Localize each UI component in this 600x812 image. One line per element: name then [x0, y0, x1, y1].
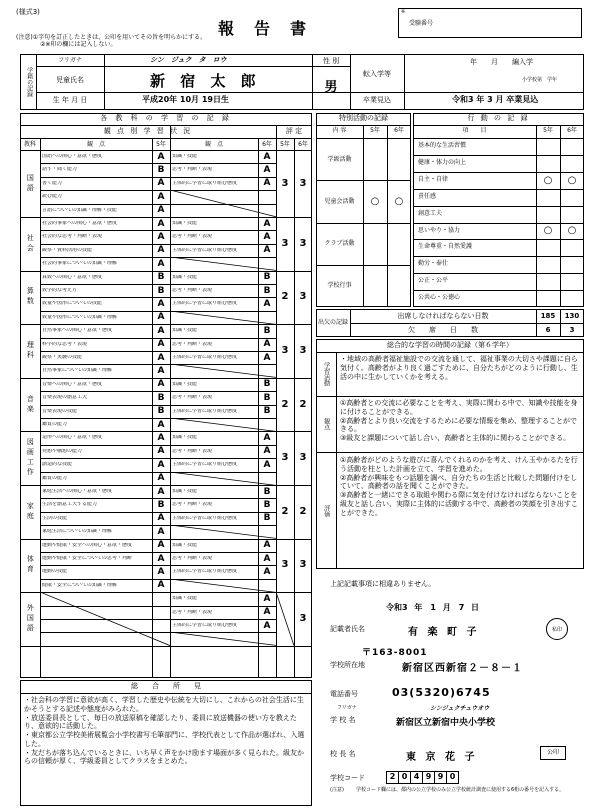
kanten-5-label: 科学的な思考・表現 — [42, 341, 88, 347]
subject-name: 外国語 — [26, 603, 35, 634]
empty-diagonal — [170, 632, 276, 645]
grade-5-value: A — [157, 191, 165, 202]
behavior-g6-mark: ○ — [567, 174, 577, 186]
kanten-6-label: 思考・判断・表現 — [172, 167, 213, 173]
grade-5-value: A — [157, 580, 165, 591]
dob-label: 生 年 月 日 — [52, 96, 88, 104]
grade-6-value: A — [263, 593, 271, 604]
diagonal-line — [170, 525, 276, 538]
school-code-digit: 0 — [446, 771, 459, 784]
absence-label: 欠 席 日 数 — [408, 326, 478, 334]
kanten-6-label: 知識・技能 — [172, 596, 198, 602]
school-name-label: 学 校 名 — [330, 716, 356, 724]
grade-6-value: A — [263, 245, 271, 256]
grade-5-value: A — [157, 245, 165, 256]
remarks-title: 総 合 所 見 — [131, 682, 201, 690]
grade-6-value: A — [263, 178, 271, 189]
behavior-g5-mark: ○ — [543, 225, 553, 237]
rating-empty-diagonal — [276, 592, 294, 646]
kanten-5-label: 算数への関心・意欲・態度 — [42, 274, 103, 280]
behavior-row-label: 勤労・奉仕 — [418, 260, 449, 268]
school-code-digit: 0 — [398, 771, 411, 784]
diagonal-line — [40, 592, 170, 646]
kanten-5-label: 音楽への関心・意欲・態度 — [42, 381, 103, 387]
note-1: ①字句を訂正したときは、公印を用いてその旨を明らかにする。 — [32, 34, 207, 41]
grade-5-value: A — [157, 218, 165, 229]
special-naiyo-header: 内 容 — [332, 127, 347, 134]
kyoka-header: 教科 — [23, 141, 36, 148]
school-furigana-label: フリガナ — [337, 705, 357, 711]
grade-5-value: B — [157, 406, 165, 417]
transfer-small: 小学校第 学年 — [522, 77, 558, 83]
behavior-g5-mark: ○ — [543, 174, 553, 186]
kanten-status-header: 観 点 別 学 習 状 況 — [103, 127, 193, 135]
kanten-6-label: 知識・技能 — [172, 435, 198, 441]
activity-label: 学習活動 — [322, 362, 330, 386]
special-g6-mark: ○ — [394, 195, 404, 207]
kanten-5-label: 家庭生活についての知識・理解 — [42, 529, 112, 535]
kanten-5-label: 社会的事象についての知識・理解 — [42, 261, 117, 267]
kanten-6-label: 知識・技能 — [172, 328, 198, 334]
grade-5-value: B — [157, 272, 165, 283]
grade-5-value: B — [157, 285, 165, 296]
sex: 男 — [324, 80, 338, 95]
transfer-label: 転入学等 — [363, 70, 391, 78]
kanten-5-label: 生活を創意工夫する能力 — [42, 502, 98, 508]
behavior-g6-header: 6年 — [567, 127, 577, 134]
address-label: 学校所在地 — [330, 661, 365, 669]
behavior-row-label: 創意工夫 — [418, 209, 443, 217]
grade-6-value: A — [263, 151, 271, 162]
special-g5-mark: ○ — [370, 195, 380, 207]
grade-5-value: A — [157, 566, 165, 577]
behavior-g5-header: 5年 — [543, 127, 553, 134]
subject-name: 音楽 — [26, 394, 35, 415]
grade-6-value: A — [263, 298, 271, 309]
subject-name: 社会 — [26, 233, 35, 254]
behavior-g5-mark — [536, 206, 560, 223]
empty-diagonal — [170, 525, 276, 538]
kanten-5-label: 発想や構想の能力 — [42, 448, 83, 454]
special-g6-mark — [387, 223, 411, 265]
student-name-label: 児童氏名 — [56, 76, 84, 84]
grade-5-value: A — [157, 205, 165, 216]
rating-g5: 3 — [281, 237, 289, 249]
kanten-6-label: 主体的に学習に取り組む態度 — [172, 462, 238, 468]
special-row-label: 学校行事 — [327, 282, 352, 290]
principal-label: 校 長 名 — [330, 750, 356, 758]
behavior-g5-mark — [536, 256, 560, 273]
grade-5-value: A — [157, 178, 165, 189]
tel-number: 03(5320)6745 — [392, 686, 491, 699]
grade-5-value: A — [157, 486, 165, 497]
grade-5-value: A — [157, 339, 165, 350]
kanten-6-label: 知識・技能 — [172, 489, 198, 494]
behavior-g5-mark — [536, 239, 560, 256]
school-code-digit: 4 — [410, 771, 423, 784]
kanten-5-label: 鑑賞の能力 — [42, 422, 68, 427]
receipt-label: 受験番号 — [409, 20, 434, 27]
grade-6-value: B — [263, 486, 271, 497]
attendance-label: 出欠の記録 — [317, 319, 348, 327]
kanten-6-label: 主体的に学習に取り組む態度 — [172, 515, 238, 521]
kanten-6-label: 思考・判断・表現 — [172, 556, 213, 561]
cert-statement: 上記記載事項に相違ありません。 — [330, 580, 436, 588]
behavior-g6-mark — [560, 206, 584, 223]
special-g5-header: 5年 — [370, 127, 380, 134]
behavior-row-label: 公共心・公徳心 — [418, 294, 461, 302]
diagonal-line — [170, 472, 276, 485]
behavior-g5-mark — [536, 189, 560, 206]
attendance-required-g6: 130 — [564, 312, 580, 320]
evaluation-label: 評価 — [322, 504, 330, 517]
behavior-row-label: 思いやり・協力 — [418, 226, 461, 234]
dob: 平成20年 10月 19日生 — [142, 95, 229, 104]
grade-6-value: B — [263, 499, 271, 510]
grade-5-value: A — [157, 446, 165, 457]
behavior-g6-mark — [560, 290, 584, 307]
rating-g5: 2 — [281, 291, 289, 303]
grade-6-value: B — [263, 513, 271, 524]
empty-diagonal — [170, 190, 276, 217]
writer-name: 有 楽 町 子 — [408, 627, 480, 638]
grade-5-value: A — [157, 365, 165, 376]
kanten-6-label: 知識・技能 — [172, 381, 198, 387]
diagonal-line — [170, 632, 276, 645]
school-code-boxes — [386, 771, 459, 784]
behavior-row-label: 公正・公平 — [418, 277, 449, 285]
behavior-g6-mark — [560, 155, 584, 172]
graduation: 令和3 年 3 月 卒業見込 — [452, 95, 539, 104]
code-note: 学校コード欄には、都内の公立学校のみ公立学校統計調査に使用する6桁の番号を記入する。 — [356, 787, 565, 793]
kanten-6-label: 思考・判断・表現 — [172, 448, 213, 454]
grade-5-value: A — [157, 325, 165, 336]
behavior-row-label: 自主・自律 — [418, 175, 449, 183]
special-g6-header: 6年 — [394, 127, 404, 134]
grade-5-value: A — [157, 513, 165, 524]
kanten-5-label: 生活の技能 — [42, 515, 68, 521]
kanten-5-label: 健康・安全についての知識・理解 — [42, 582, 117, 588]
kanten-6-label: 思考・判断・表現 — [172, 288, 213, 293]
school-code-digit: 9 — [434, 771, 447, 784]
empty-diagonal — [170, 311, 276, 324]
grade-6-value: B — [263, 325, 271, 336]
kanten-6-label: 主体的に学習に取り組む態度 — [172, 301, 238, 307]
kanten-6-label: 主体的に学習に取り組む態度 — [172, 408, 238, 414]
subject-divider — [20, 646, 312, 647]
hyotei-header: 評 定 — [285, 127, 303, 135]
note-2: ②※印の欄には記入しない。 — [40, 41, 117, 49]
kanten-5-label: 鑑賞の能力 — [42, 475, 68, 481]
rating-g6: 2 — [299, 398, 307, 410]
grade-5-value: A — [157, 526, 165, 537]
kanten-5-label: 運動の技能 — [42, 569, 68, 575]
writer-stamp: 私印 — [546, 618, 568, 640]
subject-name: 理科 — [26, 340, 35, 361]
rating-g6-header: 6年 — [298, 141, 308, 148]
diagonal-line — [170, 418, 276, 431]
rating-g5: 3 — [281, 559, 289, 571]
kanten-6-label: 思考・判断・表現 — [172, 234, 213, 240]
kanten-5-label: 創造的な技能 — [42, 462, 73, 468]
kanten-5-label: 社会的事象への関心・意欲・態度 — [42, 221, 118, 226]
empty-diagonal — [170, 364, 276, 377]
diagonal-line — [170, 579, 276, 592]
special-g6-mark — [387, 138, 411, 180]
kanten-5-label: 数量や図形についての技能 — [42, 301, 102, 307]
kanten-5-label: 家庭生活への関心・意欲・態度 — [42, 489, 113, 494]
kanten-5-label: 数量や図形についての知識・理解 — [42, 314, 117, 320]
grade-5-value: A — [157, 540, 165, 551]
kanten-6-label: 知識・技能 — [172, 274, 198, 280]
notes — [16, 34, 206, 48]
grade-6-value: A — [263, 164, 271, 175]
absence-g5: 6 — [545, 326, 551, 334]
grade-6-value: B — [263, 406, 271, 417]
school-code-label: 学校コード — [330, 774, 365, 782]
special-title: 特別活動の記録 — [339, 114, 388, 122]
diagonal-line — [276, 592, 294, 646]
grade-5-value: A — [157, 379, 165, 390]
rating-g6: 3 — [299, 237, 307, 249]
kanten-5-label: 自然事象についての知識・理解 — [42, 368, 112, 374]
kanten-5-label: 読む能力 — [42, 194, 63, 200]
document-title: 報 告 書 — [218, 19, 309, 38]
grade-6-value: A — [263, 566, 271, 577]
rating-g6: 3 — [299, 613, 307, 624]
kanten-5-label: 数学的な考え方 — [42, 288, 78, 293]
behavior-row-label: 基本的な生活習慣 — [418, 142, 467, 149]
grade-6-value: A — [263, 553, 271, 564]
kanten-6-label: 主体的に学習に取り組む態度 — [172, 247, 238, 253]
special-g6-mark — [387, 265, 411, 307]
grade-6-value: B — [263, 392, 271, 403]
empty-diagonal — [170, 257, 276, 270]
behavior-g6-mark — [560, 138, 584, 155]
kanten-5-label: 運動や健康・安全についての思考・判断 — [42, 556, 132, 561]
grade-5-value: A — [157, 419, 165, 430]
grade-5-value: A — [157, 459, 165, 470]
kanten-5-label: 社会的な思考・判断・表現 — [42, 234, 103, 240]
remarks-text: ・社会科の学習に意欲が高く、学習した歴史や伝統を大切にし、これからの社会生活に生かそうとする記述や態度がみられた。 ・放送委員長として、毎日の放送原稿を確認したり、委員に放送機器の使い方を教えたり、意欲的に活動した。 ・東京都公立学校美術展覧会小学校書写毛筆部門に、学校代表として作品が選ばれ、入選した。 ・友だちが落ち込んでいるときに、いち早く声をかけ励ます場面が多く見られた。級友からの信頼が厚く、学級委員としてクラスをまとめた。 — [24, 696, 305, 766]
rating-g6: 3 — [299, 291, 307, 303]
kanten-6-label: 主体的に学習に取り組む態度 — [172, 355, 238, 360]
grade-6-value: A — [263, 607, 271, 618]
special-row-label: クラブ活動 — [324, 240, 355, 248]
kanten-6-label: 思考・判断・表現 — [172, 502, 213, 508]
grade-5-value: B — [157, 392, 165, 403]
kanten-5-label: 国語への関心・意欲・態度 — [42, 154, 103, 159]
behavior-row-label: 健康・体力の向上 — [418, 158, 467, 166]
diagonal-line — [170, 364, 276, 377]
transfer-line: 年 月 編入学 — [470, 58, 533, 66]
behavior-g5-mark — [536, 273, 560, 290]
grade-6-value: A — [263, 459, 271, 470]
school-address: 新宿区西新宿２－８－１ — [402, 663, 523, 674]
g5-header: 5年 — [156, 141, 166, 148]
receipt-mark: ※ — [401, 9, 406, 15]
rating-g6: 3 — [299, 559, 307, 571]
grade-6-value: A — [263, 218, 271, 229]
school-code-digit: 2 — [386, 771, 399, 784]
subject-name: 家庭 — [26, 501, 35, 522]
grade-6-value: A — [263, 540, 271, 551]
grade-6-value: A — [263, 432, 271, 443]
empty-diagonal — [170, 579, 276, 592]
grade-5-value: A — [157, 151, 165, 162]
sex-label: 性 別 — [322, 57, 340, 65]
kanten-6-label: 主体的に学習に取り組む態度 — [172, 180, 238, 186]
form-number: (様式3) — [16, 8, 40, 16]
rating-g6: 3 — [299, 345, 307, 356]
grade-5-value: A — [157, 432, 165, 443]
grade-5-value: A — [157, 553, 165, 564]
register-label: 学籍の記録 — [25, 67, 33, 97]
kanten-6-label: 主体的に学習に取り組む態度 — [172, 623, 238, 628]
grad-label: 卒業見込 — [363, 96, 391, 104]
integrated-title: 総合的な学習の時間の記録（第６学年） — [387, 341, 513, 349]
grade-5-value: A — [157, 231, 165, 242]
attendance-required-label: 出席しなければならない日数 — [397, 312, 489, 320]
empty-diagonal — [170, 472, 276, 485]
behavior-g5-mark — [536, 290, 560, 307]
furigana-label: フリガナ — [58, 57, 82, 64]
cert-date: 令和3 年 1 月 7 日 — [386, 603, 480, 612]
rating-g5: 3 — [281, 452, 289, 464]
activity-text: ・地域の高齢者福祉施設での交流を通して、福祉事業の大切さや課題に自ら気付く。高齢者がより良く過ごすために、自分たちがどのように行動し、生活の中に生かしていくかを考える。 — [340, 355, 578, 381]
diagonal-line — [170, 311, 276, 324]
kanten-5-label: 言語についての知識・理解・技能 — [42, 207, 117, 213]
tel-label: 電話番号 — [330, 690, 358, 698]
behavior-g5-mark — [536, 155, 560, 172]
school-name: 新宿区立新宿中央小学校 — [396, 718, 496, 728]
diagonal-line — [170, 190, 276, 217]
school-furigana: シンジュクチュウオウ — [430, 705, 490, 712]
subject-name: 算数 — [26, 287, 35, 308]
notes-head: (注意) — [16, 34, 33, 41]
absence-g6: 3 — [569, 326, 575, 334]
postal-code: 〒163-8001 — [362, 648, 428, 658]
behavior-item-header: 項 目 — [462, 127, 487, 134]
behavior-g5-mark — [536, 138, 560, 155]
rating-g5: 2 — [281, 505, 289, 517]
kanten-header-5: 観 点 — [86, 141, 105, 148]
rating-g5-header: 5年 — [280, 141, 290, 148]
kanten-5-label: 造形への関心・意欲・態度 — [42, 435, 103, 441]
kanten-5-label: 音楽表現の技能 — [42, 408, 78, 414]
rating-g6: 3 — [299, 452, 307, 464]
diagonal-line — [170, 257, 276, 270]
grade-5-value: A — [157, 298, 165, 309]
special-row-label: 学級活動 — [327, 155, 352, 163]
viewpoint-text: ①高齢者との交流に必要なことを考え、実際に関わる中で、知識や技能を身に付けることができる。 ②高齢者とより良い交流をするために必要な情報を集め、整理することができる。 ③級友と課題について話し合い、高齢者と主体的に関わることができる。 — [340, 399, 578, 442]
writer-label: 記載者氏名 — [330, 625, 365, 633]
subject-name: 図画工作 — [26, 438, 35, 479]
code-note-head: (注意) — [330, 787, 344, 793]
rating-g5: 3 — [281, 345, 289, 356]
kanten-5-label: 観察・資料活用の技能 — [42, 247, 93, 253]
behavior-g6-mark — [560, 256, 584, 273]
grade-6-value: B — [263, 379, 271, 390]
kanten-6-label: 主体的に学習に取り組む態度 — [172, 569, 238, 575]
kanten-6-label: 思考・判断・表現 — [172, 395, 213, 401]
grade-6-value: A — [263, 620, 271, 631]
kanten-6-label: 知識・技能 — [172, 221, 198, 226]
grade-6-value: A — [263, 446, 271, 457]
school-code-digit: 9 — [422, 771, 435, 784]
student-furigana: シン ジュク タ ロウ — [150, 56, 227, 64]
subjects-header: 各 教 科 の 学 習 の 記 録 — [100, 114, 232, 122]
g5-empty-diagonal — [40, 592, 170, 646]
behavior-g6-mark — [560, 239, 584, 256]
kanten-5-label: 話す・聞く能力 — [42, 167, 78, 173]
grade-5-value: A — [157, 473, 165, 484]
kanten-5-label: 自然事象への関心・意欲・態度 — [42, 328, 113, 334]
special-g5-mark — [363, 223, 387, 265]
grade-6-value: A — [263, 231, 271, 242]
rating-g6: 3 — [299, 177, 307, 189]
kanten-6-label: 思考・判断・表現 — [172, 609, 213, 615]
special-row-label: 児童会活動 — [324, 197, 355, 205]
attendance-required-g5: 185 — [540, 312, 556, 320]
rating-g5: 3 — [281, 177, 289, 189]
behavior-row-label: 生命尊重・自然愛護 — [418, 243, 473, 251]
subject-name: 国語 — [26, 173, 35, 194]
special-g5-mark — [363, 265, 387, 307]
kanten-5-label: 書く能力 — [42, 180, 63, 186]
rating-g5: 2 — [281, 398, 289, 410]
behavior-row-label: 責任感 — [418, 192, 437, 200]
grade-5-value: A — [157, 312, 165, 323]
kanten-6-label: 知識・技能 — [172, 154, 198, 159]
rating-g6: 2 — [299, 505, 307, 517]
empty-diagonal — [170, 418, 276, 431]
subject-name: 体育 — [26, 555, 35, 576]
viewpoint-label: 観点 — [322, 418, 330, 430]
g6-header: 6年 — [262, 141, 272, 148]
grade-5-value: B — [157, 499, 165, 510]
behavior-g6-mark: ○ — [567, 225, 577, 237]
grade-5-value: B — [157, 164, 165, 175]
grade-5-value: A — [157, 352, 165, 363]
school-seal: 公印 — [540, 746, 566, 760]
kanten-6-label: 知識・技能 — [172, 542, 198, 548]
evaluation-text: ①高齢者がどのような遊びに喜んでくれるのかを考え、けん玉やかるたを行う活動を柱とした計画を立て、学習を進めた。 ②高齢者が興味をもつ話題を調べ、自分たちの生活と比較した問題付けをしていて、高齢者の話を聞くことができた。 ③高齢者と一緒にできる取組や関わる際に気を付けなければならないことを級友と話し合い、実際に主体的に活動する中で、高齢者の笑顔を引き出すことができた。 — [340, 456, 578, 517]
kanten-6-label: 思考・判断・表現 — [172, 341, 213, 347]
kanten-5-label: 運動や健康・安全への関心・意欲・態度 — [42, 542, 133, 548]
grade-6-value: B — [263, 272, 271, 283]
kanten-5-label: 観察・実験の技能 — [42, 355, 83, 360]
grade-6-value: A — [263, 352, 271, 363]
grade-6-value: A — [263, 339, 271, 350]
behavior-title: 行 動 の 記 録 — [467, 114, 530, 122]
principal-name: 東 京 花 子 — [406, 752, 478, 763]
grade-6-value: B — [263, 285, 271, 296]
behavior-g6-mark — [560, 273, 584, 290]
receipt-number-box — [398, 8, 582, 38]
grade-5-value: A — [157, 258, 165, 269]
student-name: 新 宿 太 郎 — [150, 72, 261, 90]
kanten-header-6: 観 点 — [204, 141, 223, 148]
kanten-5-label: 音楽表現の創意工夫 — [42, 395, 88, 401]
special-g5-mark — [363, 138, 387, 180]
behavior-g6-mark — [560, 189, 584, 206]
